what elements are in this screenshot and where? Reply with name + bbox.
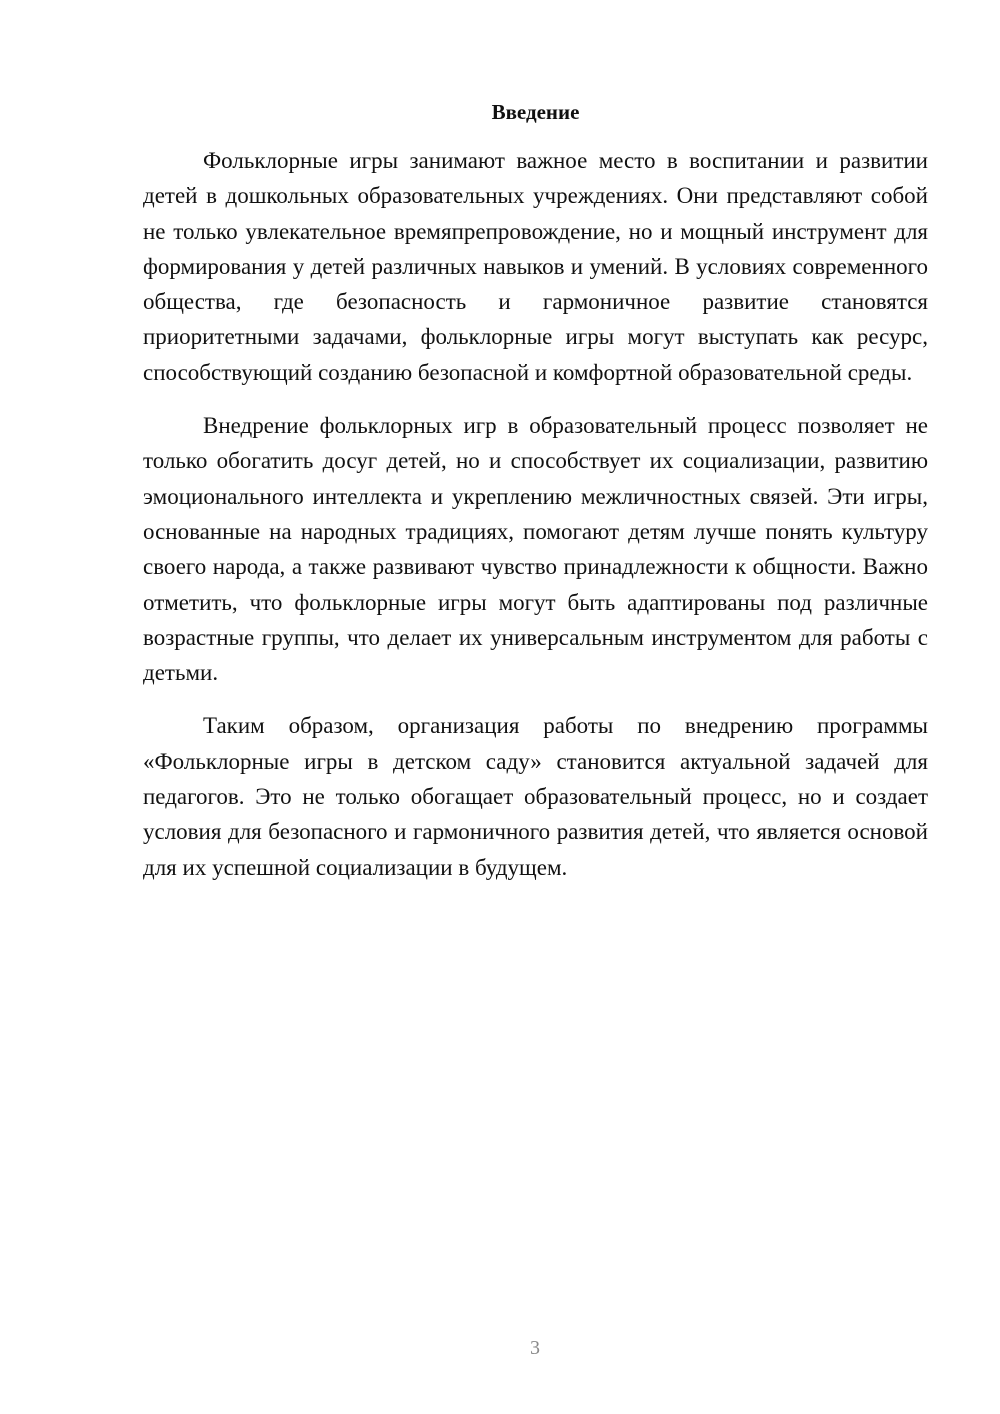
page-number: 3 <box>530 1337 540 1359</box>
paragraph-1: Фольклорные игры занимают важное место в воспитании и развитии детей в дошкольных образовательных учреждениях. Они представляют собой не только увлекательное времяпрепровождение, но и мощный инструмент для формирования у детей различных навыков и умений. В условиях современного общества, где безопасность и гармоничное развитие становятся приоритетными задачами, фольклорные игры могут выступать как ресурс, способствующий созданию безопасной и комфортной образовательной среды. <box>143 148 928 385</box>
paragraph-3: Таким образом, организация работы по внедрению программы «Фольклорные игры в детском саду» становится актуальной задачей для педагогов. Это не только обогащает образовательный процесс, но и создает условия для безопасного и гармоничного развития детей, что является основой для их успешной социализации в будущем. <box>143 713 928 880</box>
section-heading: Введение <box>491 100 580 124</box>
body-text <box>143 143 928 885</box>
paragraph-2: Внедрение фольклорных игр в образовательный процесс позволяет не только обогатить досуг детей, но и способствует их социализации, развитию эмоционального интеллекта и укреплению межличностных связей. Эти игры, основанные на народных традициях, помогают детям лучше понять культуру своего народа, а также развивают чувство принадлежности к общности. Важно отметить, что фольклорные игры могут быть адаптированы под различные возрастные группы, что делает их универсальным инструментом для работы с детьми. <box>143 413 928 686</box>
